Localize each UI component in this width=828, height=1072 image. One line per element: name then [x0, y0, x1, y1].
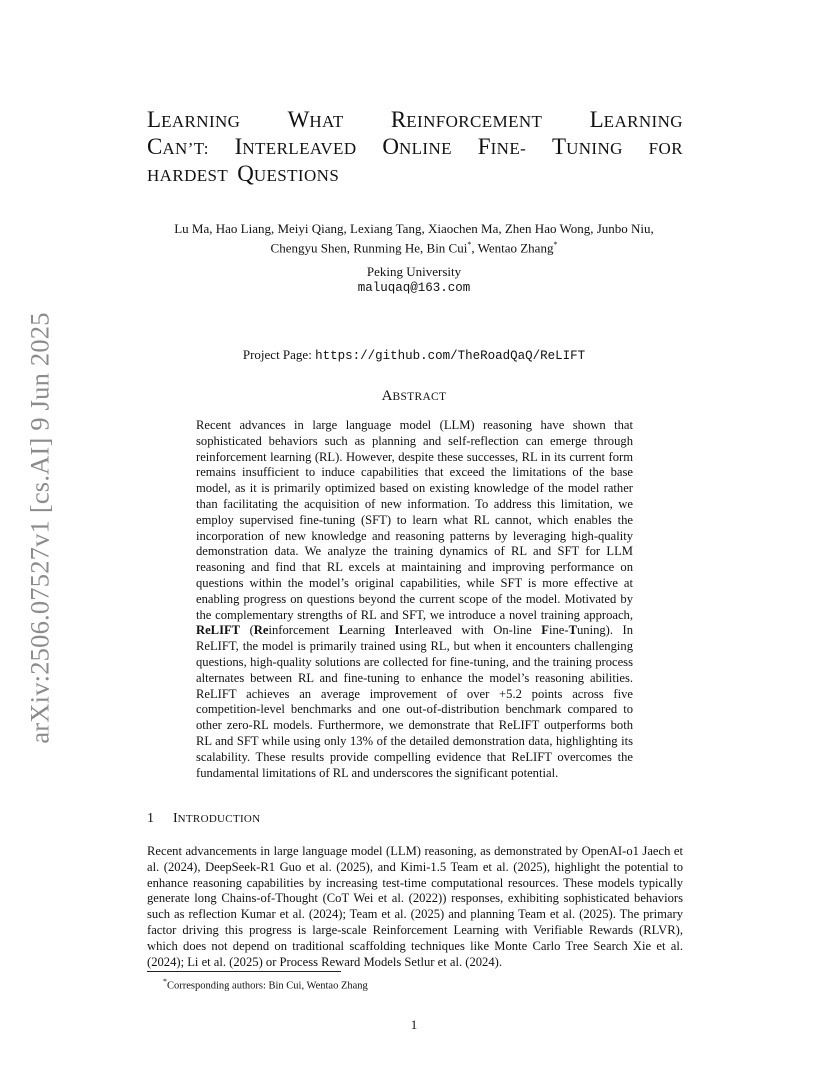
title-word: LEARNING: [589, 107, 683, 132]
expansion-text: earning: [347, 623, 395, 638]
title-word: QUESTIONS: [237, 161, 340, 186]
expansion-initial: T: [568, 623, 577, 638]
section-heading-introduction: 1 INTRODUCTION: [147, 811, 261, 826]
email-link[interactable]: maluqaq@163.com: [357, 281, 471, 295]
expansion-text: nterleaved with On-line: [399, 623, 542, 638]
author-list: [0, 221, 828, 256]
author-line-1: Lu Ma, Hao Liang, Meiyi Qiang, Lexiang Tang, Xiaochen Ma, Zhen Hao Wong, Junbo Niu,: [174, 221, 654, 236]
title-word: CAN’T:: [147, 134, 209, 159]
title-word: HARDEST: [147, 166, 229, 185]
title-word: FINE-: [477, 134, 527, 159]
footnote-rule: [147, 971, 341, 972]
title-word: LEARNING: [147, 107, 241, 132]
footnote: *Corresponding authors: Bin Cui, Wentao Zhang: [163, 977, 368, 992]
abstract-heading: ABSTRACT: [381, 388, 447, 404]
title-word: ONLINE: [382, 134, 452, 159]
section-number: 1: [147, 811, 154, 826]
expansion-initial: L: [338, 623, 348, 638]
project-page-link[interactable]: https://github.com/TheRoadQaQ/ReLIFT: [315, 349, 586, 363]
expansion-initial: F: [541, 623, 549, 638]
expansion-initial: Re: [253, 623, 269, 638]
title-word: TUNING: [552, 134, 623, 159]
abstract-text-part-1: Recent advances in large language model (LLM) reasoning have shown that sophisticated behaviors such as planning and self-reflection can emerge through reinforcement learning (RL). However, despite these successes, RL in its current form remains insufficient to induce capabilities that exceed the limitations of the base model, as it is primarily optimized based on existing knowledge of the model rather than facilitating the acquisition of new information. To address this limitation, we employ supervised fine-tuning (SFT) to learn what RL cannot, which enables the incorporation of new knowledge and reasoning patterns by leveraging high-quality demonstration data. We analyze the training dynamics of RL and SFT for LLM reasoning and find that RL excels at maintaining and improving performance on questions within the model’s original capabilities, while SFT is more effective at enabling progress on questions beyond the current scope of the model. Motivated by the complementary strengths of RL and SFT, we introduce a novel training approach,: [196, 418, 633, 622]
relift-name: ReLIFT: [196, 623, 241, 638]
arxiv-identifier-text: arXiv:2506.07527v1 [cs.AI] 9 Jun 2025: [24, 311, 55, 744]
expansion-text: inforcement: [268, 623, 339, 638]
arxiv-identifier: [20, 305, 60, 750]
institution: Peking University: [366, 264, 462, 279]
abstract-text-part-2: ). In ReLIFT, the model is primarily trained using RL, but when it encounters challenging questions, high-quality solutions are collected for fine-tuning, and the training process alternates between RL and fine-tuning to enhance the model’s reasoning abilities. ReLIFT achieves an average improvement of over +5.2 points across five competition-level benchmarks and one out-of-distribution benchmark compared to other zero-RL models. Furthermore, we demonstrate that ReLIFT outperforms both RL and SFT while using only 13% of the detailed demonstration data, highlighting its scalability. These results provide compelling evidence that ReLIFT overcomes the fundamental limitations of RL and underscores the significant potential.: [196, 623, 634, 780]
introduction-paragraph: Recent advancements in large language model (LLM) reasoning, as demonstrated by OpenAI-o1 Jaech et al. (2024), DeepSeek-R1 Guo et al. (2025), and Kimi-1.5 Team et al. (2025), highlight the potential to enhance reasoning capabilities by increasing test-time computational resources. These models typically generate long Chains-of-Thought (CoT Wei et al. (2022)) responses, exhibiting sophisticated behaviors such as reflection Kumar et al. (2024); Team et al. (2025) and planning Team et al. (2025). The primary factor driving this progress is large-scale Reinforcement Learning with Verifiable Rewards (RLVR), which does not depend on traditional scaffolding techniques like Monte Carlo Tree Search Xie et al. (2024); Li et al. (2025) or Process Reward Models Setlur et al. (2024).: [147, 844, 683, 969]
page-number: 1: [410, 1017, 418, 1032]
title-word: WHAT: [287, 107, 344, 132]
title-word: REINFORCEMENT: [390, 107, 543, 132]
title-line-3: [147, 160, 683, 189]
relift-expansion: [254, 623, 606, 637]
abstract-body: Recent advances in large language model (LLM) reasoning have shown that sophisticated behaviors such as planning and self-reflection can emerge through reinforcement learning (RL). However, despite these successes, RL in its current form remains insufficient to induce capabilities that exceed the limitations of the base model, as it is primarily optimized based on existing knowledge of the model rather than facilitating the acquisition of new information. To address this limitation, we employ supervised fine-tuning (SFT) to learn what RL cannot, which enables the incorporation of new knowledge and reasoning patterns by leveraging high-quality demonstration data. We analyze the training dynamics of RL and SFT for LLM reasoning and find that RL excels at maintaining and improving performance on questions within the model’s original capabilities, while SFT is more effective at enabling progress on questions beyond the current scope of the model. Motivated by the complementary strengths of RL and SFT, we introduce a novel training approach, ReLIFT (Reinforcement Learning Interleaved with On-line Fine-Tuning). In ReLIFT, the model is primarily trained using RL, but when it encounters challenging questions, high-quality solutions are collected for fine-tuning, and the training process alternates between RL and fine-tuning to enhance the model’s reasoning abilities. ReLIFT achieves an average improvement of over +5.2 points across five competition-level benchmarks and one out-of-distribution benchmark compared to other zero-RL models. Furthermore, we demonstrate that ReLIFT outperforms both RL and SFT while using only 13% of the detailed demonstration data, highlighting its scalability. These results provide compelling evidence that ReLIFT overcomes the fundamental limitations of RL and underscores the significant potential.: [196, 418, 634, 780]
author-line-2: Chengyu Shen, Runming He, Bin Cui*, Wentao Zhang*: [270, 240, 558, 256]
project-page-label: Project Page:: [242, 347, 312, 362]
title-word: INTERLEAVED: [234, 134, 357, 159]
title-line-2: [147, 133, 683, 162]
expansion-initial: I: [394, 623, 400, 638]
expansion-text: uning: [576, 623, 606, 638]
expansion-text: ine-: [548, 623, 569, 638]
title-word: FOR: [648, 139, 683, 158]
project-page: [0, 347, 828, 363]
title-line-1: [147, 106, 683, 135]
affiliation: [0, 264, 828, 296]
